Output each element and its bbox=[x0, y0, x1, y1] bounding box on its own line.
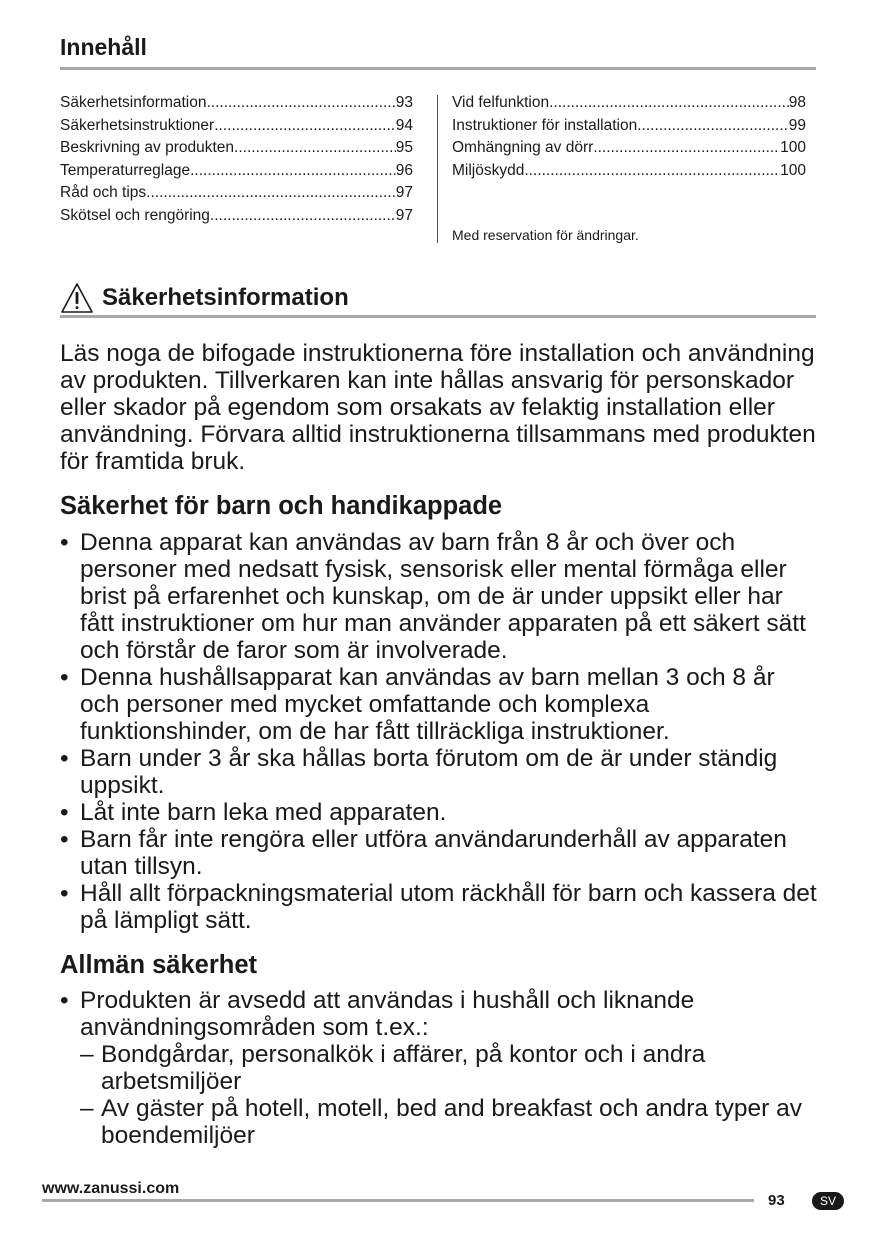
toc-item-label: Omhängning av dörr bbox=[452, 139, 594, 157]
reservation-note: Med reservation för ändringar. bbox=[452, 227, 639, 243]
toc-item-page: 96 bbox=[395, 161, 413, 179]
list-item: • Låt inte barn leka med apparaten. bbox=[60, 799, 820, 826]
toc-leader bbox=[206, 92, 395, 115]
list-item: • Håll allt förpackningsmaterial utom räckhåll för barn och kassera det på lämpligt sätt. bbox=[60, 880, 820, 934]
toc-item[interactable] bbox=[60, 92, 413, 115]
toc-item-page: 95 bbox=[395, 139, 413, 157]
toc-item[interactable] bbox=[452, 92, 806, 115]
warning-icon bbox=[60, 282, 94, 314]
footer-divider bbox=[42, 1199, 754, 1202]
toc-left-column bbox=[60, 92, 413, 228]
toc-item-label: Skötsel och rengöring bbox=[60, 206, 210, 224]
toc-item-page: 98 bbox=[788, 94, 806, 111]
title-divider bbox=[60, 67, 816, 70]
toc-item[interactable] bbox=[60, 205, 413, 228]
toc-item-page: 100 bbox=[780, 139, 806, 157]
list-item bbox=[60, 987, 820, 1149]
toc-item[interactable] bbox=[452, 137, 806, 160]
toc-item-label: Temperaturreglage bbox=[60, 161, 191, 179]
list-item: • Denna apparat kan användas av barn från 8 år och över och personer med nedsatt fysisk, sensorisk eller mental förmåga eller brist på erfarenhet och kunskap, om de är under uppsikt eller har fått instruktioner om hur man använder apparaten på ett säkert sätt och förstår de faror som är involverade. bbox=[60, 529, 820, 664]
sub-list bbox=[80, 1041, 820, 1149]
toc-leader bbox=[214, 115, 396, 138]
toc-leader bbox=[234, 137, 396, 160]
page-number: 93 bbox=[768, 1192, 785, 1209]
list-item: • Denna hushållsapparat kan användas av barn mellan 3 och 8 år och personer med mycket omfattande och komplexa funktionshinder, om de har fått tillräckliga instruktioner. bbox=[60, 664, 820, 745]
subheading-general-safety: Allmän säkerhet bbox=[60, 951, 258, 979]
toc-leader bbox=[549, 92, 789, 115]
toc-item[interactable] bbox=[60, 137, 413, 160]
intro-paragraph: Läs noga de bifogade instruktionerna före installation och användning av produkten. Tillverkaren kan inte hållas ansvarig för personskador eller skador på egendom som orsakats av felaktig installation eller användning. Förvara alltid instruktionerna tillsammans med produkten för framtida bruk. bbox=[60, 340, 816, 475]
toc-item-page: 100 bbox=[780, 161, 806, 179]
toc-item-label: Instruktioner för installation bbox=[452, 116, 638, 134]
list-item: • Barn får inte rengöra eller utföra användarunderhåll av apparaten utan tillsyn. bbox=[60, 826, 820, 880]
toc-item[interactable] bbox=[60, 182, 413, 205]
general-safety-list bbox=[60, 987, 820, 1149]
toc-leader bbox=[210, 205, 396, 228]
toc-item-page: 99 bbox=[788, 116, 806, 134]
toc-leader bbox=[593, 137, 780, 160]
toc-item[interactable] bbox=[452, 160, 806, 183]
list-item: • Barn under 3 år ska hållas borta förutom om de är under ständig uppsikt. bbox=[60, 745, 820, 799]
toc-item[interactable] bbox=[60, 160, 413, 183]
section-divider bbox=[60, 315, 816, 318]
language-badge: SV bbox=[812, 1192, 844, 1210]
toc-item-label: Beskrivning av produkten bbox=[60, 139, 235, 157]
children-safety-list bbox=[60, 529, 820, 934]
sub-list-item: – Av gäster på hotell, motell, bed and breakfast och andra typer av boendemiljöer bbox=[80, 1095, 820, 1149]
toc-item-label: Miljöskydd bbox=[452, 161, 525, 179]
toc-item[interactable] bbox=[452, 115, 806, 138]
section-heading bbox=[60, 280, 349, 316]
toc-leader bbox=[190, 160, 396, 183]
toc-item-label: Säkerhetsinformation bbox=[60, 94, 207, 111]
toc-item[interactable] bbox=[60, 115, 413, 138]
toc-leader bbox=[146, 182, 396, 205]
page-title: Innehåll bbox=[60, 34, 147, 60]
toc-item-page: 94 bbox=[395, 116, 413, 134]
sub-list-item: – Bondgårdar, personalkök i affärer, på kontor och i andra arbetsmiljöer bbox=[80, 1041, 820, 1095]
toc-item-label: Vid felfunktion bbox=[452, 94, 550, 111]
toc-item-label: Säkerhetsinstruktioner bbox=[60, 116, 215, 134]
subheading-children-safety: Säkerhet för barn och handikappade bbox=[60, 492, 503, 520]
toc-leader bbox=[524, 160, 780, 183]
list-item-text: Produkten är avsedd att användas i hushåll och liknande användningsområden som t.ex.: bbox=[80, 987, 695, 1041]
toc-item-page: 97 bbox=[395, 206, 413, 224]
toc-item-page: 97 bbox=[395, 184, 413, 202]
website-link[interactable]: www.zanussi.com bbox=[42, 1180, 180, 1197]
section-title: Säkerhetsinformation bbox=[102, 284, 349, 311]
toc-item-label: Råd och tips bbox=[60, 184, 147, 202]
toc-leader bbox=[637, 115, 789, 138]
toc-item-page: 93 bbox=[395, 94, 413, 111]
toc-column-divider bbox=[437, 95, 438, 243]
toc-right-column bbox=[452, 92, 806, 182]
